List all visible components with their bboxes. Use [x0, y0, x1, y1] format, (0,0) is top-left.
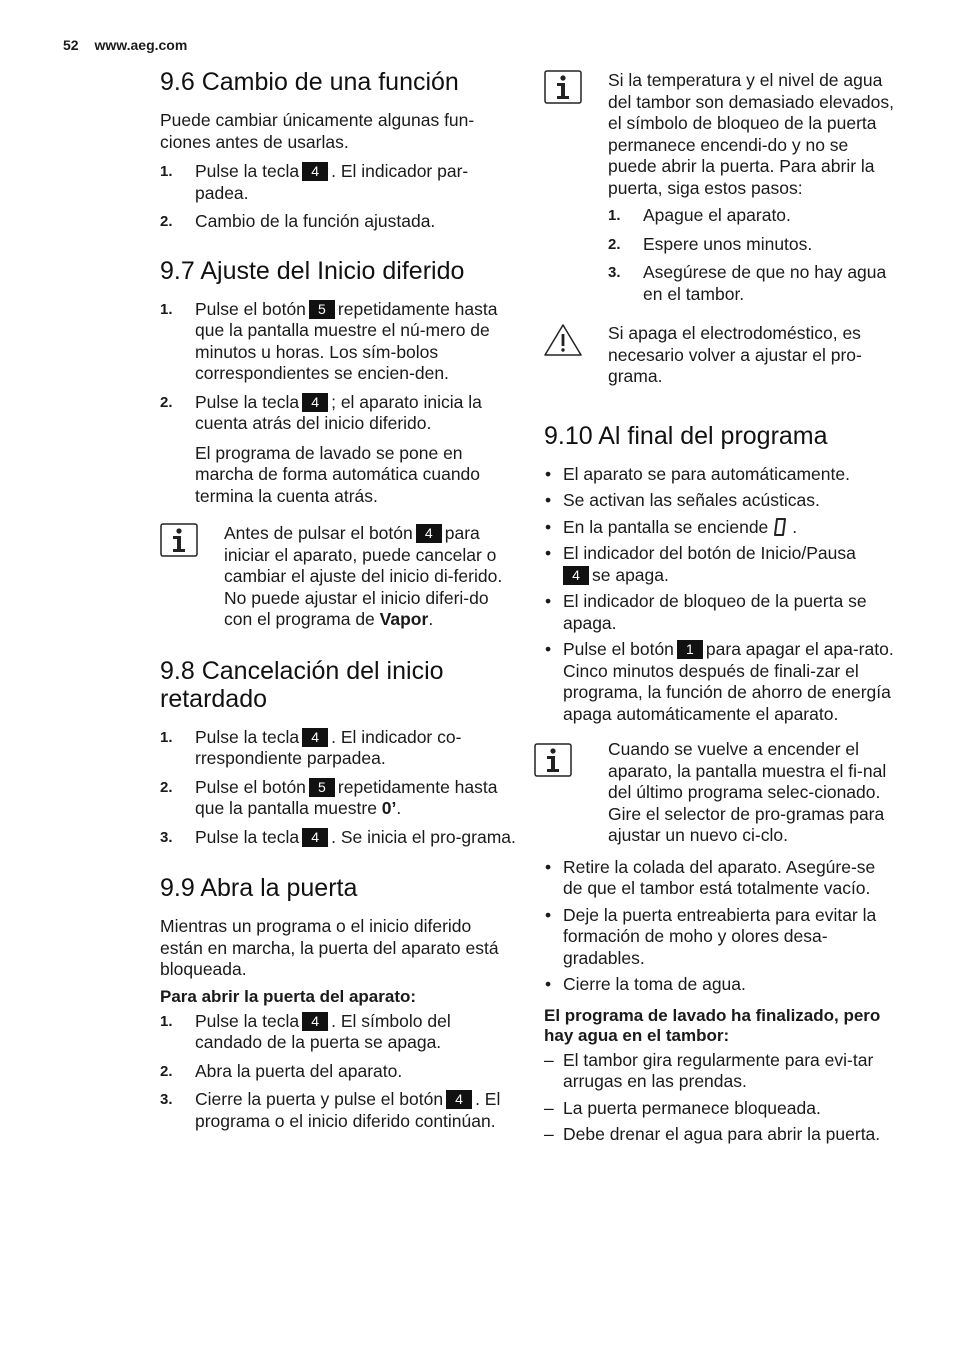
section-9-10 — [544, 422, 894, 1146]
step-item: 1. Pulse la tecla 4 . El símbolo del candado de la puerta se apaga. — [160, 1010, 451, 1052]
list-item: • Cierre la toma de agua. — [544, 974, 894, 996]
display-zero-icon — [772, 517, 788, 537]
step-list — [608, 205, 894, 305]
list-item: • El aparato se para automáticamente. — [544, 464, 894, 486]
info-icon — [534, 743, 572, 777]
bullet-list — [544, 857, 894, 996]
info-note: Antes de pulsar el botón 4 para iniciar el aparato, puede cancelar o cambiar el ajuste del inicio di-ferido. No puede ajustar el inicio diferi-do con el programa de Vapor. — [160, 523, 516, 631]
key-badge: 4 — [302, 728, 328, 747]
step-list — [160, 1011, 516, 1133]
list-item: • Retire la colada del aparato. Asegúre-se de que el tambor está totalmente vacío. — [544, 857, 894, 900]
list-item: • El indicador del botón de Inicio/Pausa 4 se apaga. — [544, 543, 894, 586]
step-item: 3. Asegúrese de que no hay agua en el tambor. — [608, 262, 887, 304]
site-url[interactable]: www.aeg.com — [94, 37, 188, 53]
step-item: 3. Cierre la puerta y pulse el botón 4 . El programa o el inicio diferido continúan. — [160, 1089, 501, 1131]
list-item: • Deje la puerta entreabierta para evitar la formación de moho y olores desa-gradables. — [544, 905, 894, 970]
section-title: 9.8 Cancelación del inicio retardado — [160, 656, 444, 713]
step-item: 1. Pulse el botón 5 repetidamente hasta que la pantalla muestre el nú-mero de minutos u horas. Los sím-bolos correspondientes se encien-den. — [160, 298, 498, 383]
warning-note: Si apaga el electrodoméstico, es necesario volver a ajustar el pro-grama. — [544, 323, 894, 388]
section-intro: Mientras un programa o el inicio diferido están en marcha, la puerta del aparato está bloqueada. — [160, 916, 499, 979]
key-badge: 4 — [302, 162, 328, 181]
list-item: • Se activan las señales acústicas. — [544, 490, 894, 512]
step-list — [160, 161, 516, 233]
info-note: Si la temperatura y el nivel de agua del tambor son demasiado elevados, el símbolo de bloqueo de la puerta permanece encendi-do y no se puede abrir la puerta. Para abrir la puerta, siga estos pasos: 1. Apague el aparato. 2. Espere unos minutos. 3. Asegúrese de que no hay agua en el tambor. — [544, 70, 894, 305]
list-item: – El tambor gira regularmente para evi-tar arrugas en las prendas. — [544, 1050, 894, 1093]
step-item: 1. Pulse la tecla 4 . El indicador par-padea. — [160, 161, 469, 203]
step-item: 2. Pulse el botón 5 repetidamente hasta que la pantalla muestre 0’. — [160, 776, 498, 818]
right-column — [544, 70, 894, 1172]
section-9-7 — [160, 257, 516, 631]
section-title: 9.9 Abra la puerta — [160, 874, 358, 902]
key-badge: 4 — [563, 566, 589, 585]
info-icon — [160, 523, 198, 557]
warning-icon — [544, 323, 582, 357]
step-item: 1. Apague el aparato. — [608, 205, 791, 225]
step-item: 2. Abra la puerta del aparato. — [160, 1060, 403, 1081]
step-item: 3. Pulse la tecla 4 . Se inicia el pro-grama. — [160, 826, 516, 847]
step-item: 1. Pulse la tecla 4 . El indicador co-rrespondiente parpadea. — [160, 726, 462, 768]
info-icon — [544, 70, 582, 104]
page-header — [63, 37, 187, 53]
key-badge: 4 — [302, 1012, 328, 1031]
step-list — [160, 299, 516, 508]
key-badge: 5 — [309, 300, 335, 319]
section-title: 9.7 Ajuste del Inicio diferido — [160, 256, 465, 285]
section-title: 9.10 Al final del programa — [544, 421, 828, 450]
list-item: • El indicador de bloqueo de la puerta se apaga. — [544, 591, 894, 634]
section-intro: Puede cambiar únicamente algunas fun-ciones antes de usarlas. — [160, 110, 475, 152]
section-title: 9.6 Cambio de una función — [160, 68, 459, 96]
step-item: 2. Espere unos minutos. — [608, 233, 813, 254]
key-badge: 4 — [416, 524, 442, 543]
key-badge: 4 — [446, 1090, 472, 1109]
subheading: Para abrir la puerta del aparato: — [160, 986, 417, 1006]
step-list — [160, 727, 516, 849]
subheading: El programa de lavado ha finalizado, pero hay agua en el tambor: — [544, 1005, 881, 1045]
step-item: 2. Cambio de la función ajustada. — [160, 211, 436, 231]
list-item: – Debe drenar el agua para abrir la puerta. — [544, 1124, 894, 1146]
info-note: Cuando se vuelve a encender el aparato, la pantalla muestra el fi-nal del último programa selec-cionado. Gire el selector de pro-gramas para ajustar un nuevo ci-clo. — [544, 739, 894, 847]
bullet-list — [544, 464, 894, 726]
list-item: • Pulse el botón 1 para apagar el apa-rato. Cinco minutos después de finali-zar el programa, la función de ahorro de energía apaga automáticamente el aparato. — [544, 639, 894, 725]
dash-list — [544, 1050, 894, 1146]
key-badge: 4 — [302, 393, 328, 412]
section-9-9 — [160, 874, 516, 1132]
key-badge: 4 — [302, 828, 328, 847]
key-badge: 5 — [309, 778, 335, 797]
page-number: 52 — [63, 37, 79, 53]
step-item: 2. Pulse la tecla 4 ; el aparato inicia la cuenta atrás del inicio diferido. El programa de lavado se pone en marcha de forma automática cuando termina la cuenta atrás. — [160, 391, 482, 506]
list-item: – La puerta permanece bloqueada. — [544, 1098, 894, 1120]
section-9-8 — [160, 657, 516, 849]
list-item: • En la pantalla se enciende . — [544, 517, 894, 539]
left-column — [160, 68, 516, 1158]
key-badge: 1 — [677, 640, 703, 659]
section-9-6 — [160, 68, 516, 233]
